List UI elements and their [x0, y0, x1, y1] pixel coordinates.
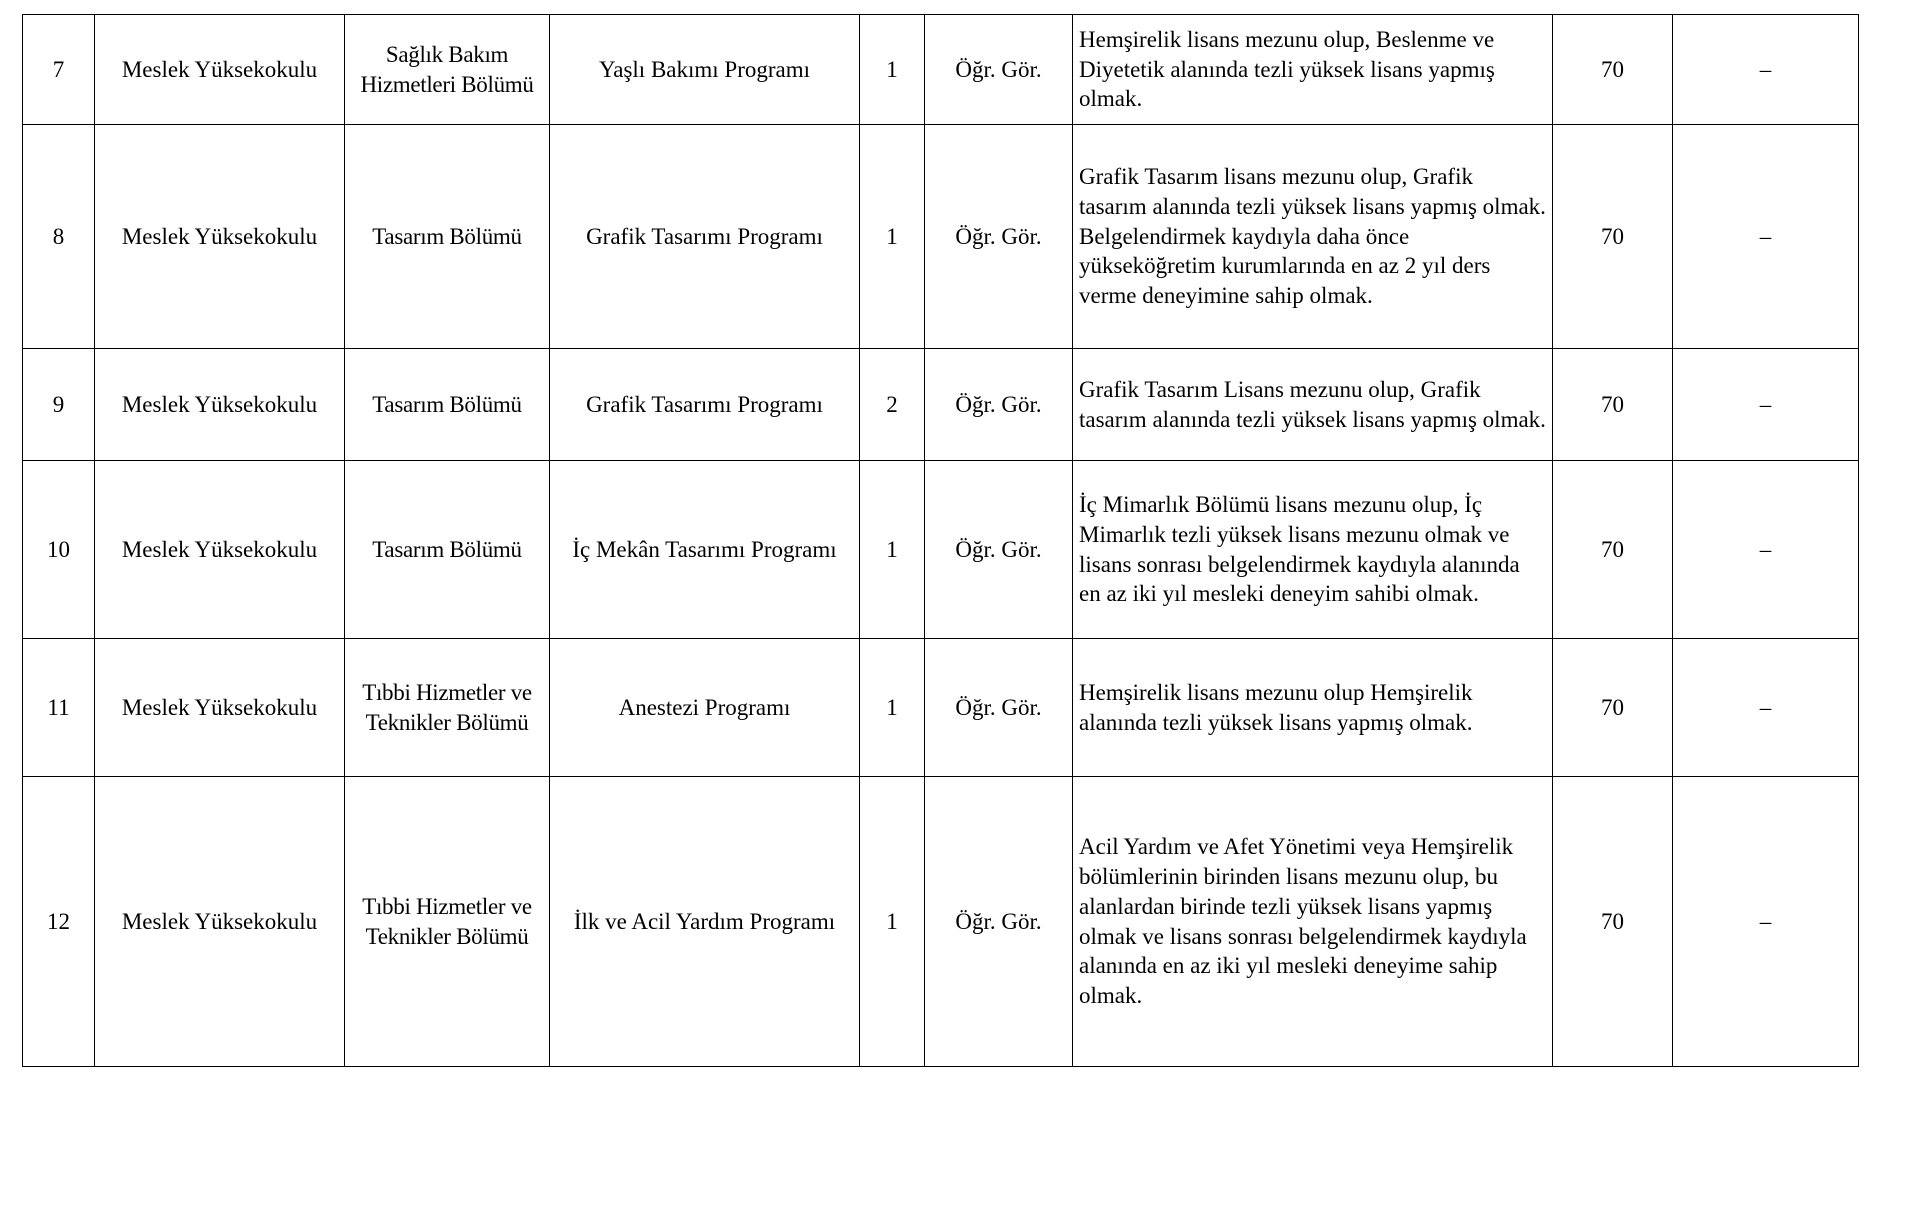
- cell-title: Öğr. Gör.: [925, 777, 1073, 1067]
- cell-count: 1: [860, 461, 925, 639]
- cell-conditions: Acil Yardım ve Afet Yönetimi veya Hemşirelik bölümlerinin birinden lisans mezunu olup, bu alanlardan birinde tezli yüksek lisans yapmış olmak ve lisans sonrası belgelendirmek kaydıyla alanında en az iki yıl mesleki deneyime sahip olmak.: [1073, 777, 1553, 1067]
- cell-title: Öğr. Gör.: [925, 639, 1073, 777]
- cell-program: Anestezi Programı: [550, 639, 860, 777]
- cell-conditions: Grafik Tasarım lisans mezunu olup, Grafik tasarım alanında tezli yüksek lisans yapmış olmak. Belgelendirmek kaydıyla daha önce yükseköğretim kurumlarında en az 2 yıl ders verme deneyimine sahip olmak.: [1073, 125, 1553, 349]
- cell-department: Tasarım Bölümü: [345, 349, 550, 461]
- cell-no: 9: [23, 349, 95, 461]
- table-row: [23, 639, 1859, 777]
- table-row: [23, 15, 1859, 125]
- cell-count: 1: [860, 15, 925, 125]
- cell-conditions: Hemşirelik lisans mezunu olup Hemşirelik alanında tezli yüksek lisans yapmış olmak.: [1073, 639, 1553, 777]
- cell-no: 10: [23, 461, 95, 639]
- cell-title: Öğr. Gör.: [925, 125, 1073, 349]
- cell-program: Yaşlı Bakımı Programı: [550, 15, 860, 125]
- cell-count: 1: [860, 639, 925, 777]
- cell-title: Öğr. Gör.: [925, 461, 1073, 639]
- cell-ales: 70: [1553, 639, 1673, 777]
- cell-ales: 70: [1553, 461, 1673, 639]
- cell-title: Öğr. Gör.: [925, 15, 1073, 125]
- cell-department: Tıbbi Hizmetler ve Teknikler Bölümü: [345, 639, 550, 777]
- positions-table: [22, 14, 1859, 1067]
- cell-program: İlk ve Acil Yardım Programı: [550, 777, 860, 1067]
- cell-program: Grafik Tasarımı Programı: [550, 125, 860, 349]
- cell-count: 2: [860, 349, 925, 461]
- cell-program: Grafik Tasarımı Programı: [550, 349, 860, 461]
- table-body: [23, 15, 1859, 1067]
- cell-language: –: [1673, 349, 1859, 461]
- cell-conditions: İç Mimarlık Bölümü lisans mezunu olup, İç Mimarlık tezli yüksek lisans mezunu olmak ve lisans sonrası belgelendirmek kaydıyla alanında en az iki yıl mesleki deneyim sahibi olmak.: [1073, 461, 1553, 639]
- cell-language: –: [1673, 461, 1859, 639]
- cell-unit: Meslek Yüksekokulu: [95, 777, 345, 1067]
- cell-program: İç Mekân Tasarımı Programı: [550, 461, 860, 639]
- cell-count: 1: [860, 125, 925, 349]
- cell-ales: 70: [1553, 125, 1673, 349]
- cell-language: –: [1673, 639, 1859, 777]
- cell-no: 12: [23, 777, 95, 1067]
- cell-no: 11: [23, 639, 95, 777]
- cell-no: 7: [23, 15, 95, 125]
- cell-unit: Meslek Yüksekokulu: [95, 125, 345, 349]
- cell-department: Sağlık Bakım Hizmetleri Bölümü: [345, 15, 550, 125]
- cell-conditions: Grafik Tasarım Lisans mezunu olup, Grafik tasarım alanında tezli yüksek lisans yapmış olmak.: [1073, 349, 1553, 461]
- cell-language: –: [1673, 777, 1859, 1067]
- cell-unit: Meslek Yüksekokulu: [95, 639, 345, 777]
- cell-unit: Meslek Yüksekokulu: [95, 461, 345, 639]
- cell-title: Öğr. Gör.: [925, 349, 1073, 461]
- cell-ales: 70: [1553, 777, 1673, 1067]
- cell-no: 8: [23, 125, 95, 349]
- table-row: [23, 125, 1859, 349]
- table-row: [23, 777, 1859, 1067]
- table-row: [23, 349, 1859, 461]
- table-row: [23, 461, 1859, 639]
- cell-department: Tasarım Bölümü: [345, 461, 550, 639]
- cell-count: 1: [860, 777, 925, 1067]
- cell-language: –: [1673, 15, 1859, 125]
- cell-ales: 70: [1553, 15, 1673, 125]
- cell-conditions: Hemşirelik lisans mezunu olup, Beslenme ve Diyetetik alanında tezli yüksek lisans yapmış olmak.: [1073, 15, 1553, 125]
- cell-department: Tıbbi Hizmetler ve Teknikler Bölümü: [345, 777, 550, 1067]
- cell-department: Tasarım Bölümü: [345, 125, 550, 349]
- cell-ales: 70: [1553, 349, 1673, 461]
- cell-unit: Meslek Yüksekokulu: [95, 15, 345, 125]
- cell-unit: Meslek Yüksekokulu: [95, 349, 345, 461]
- cell-language: –: [1673, 125, 1859, 349]
